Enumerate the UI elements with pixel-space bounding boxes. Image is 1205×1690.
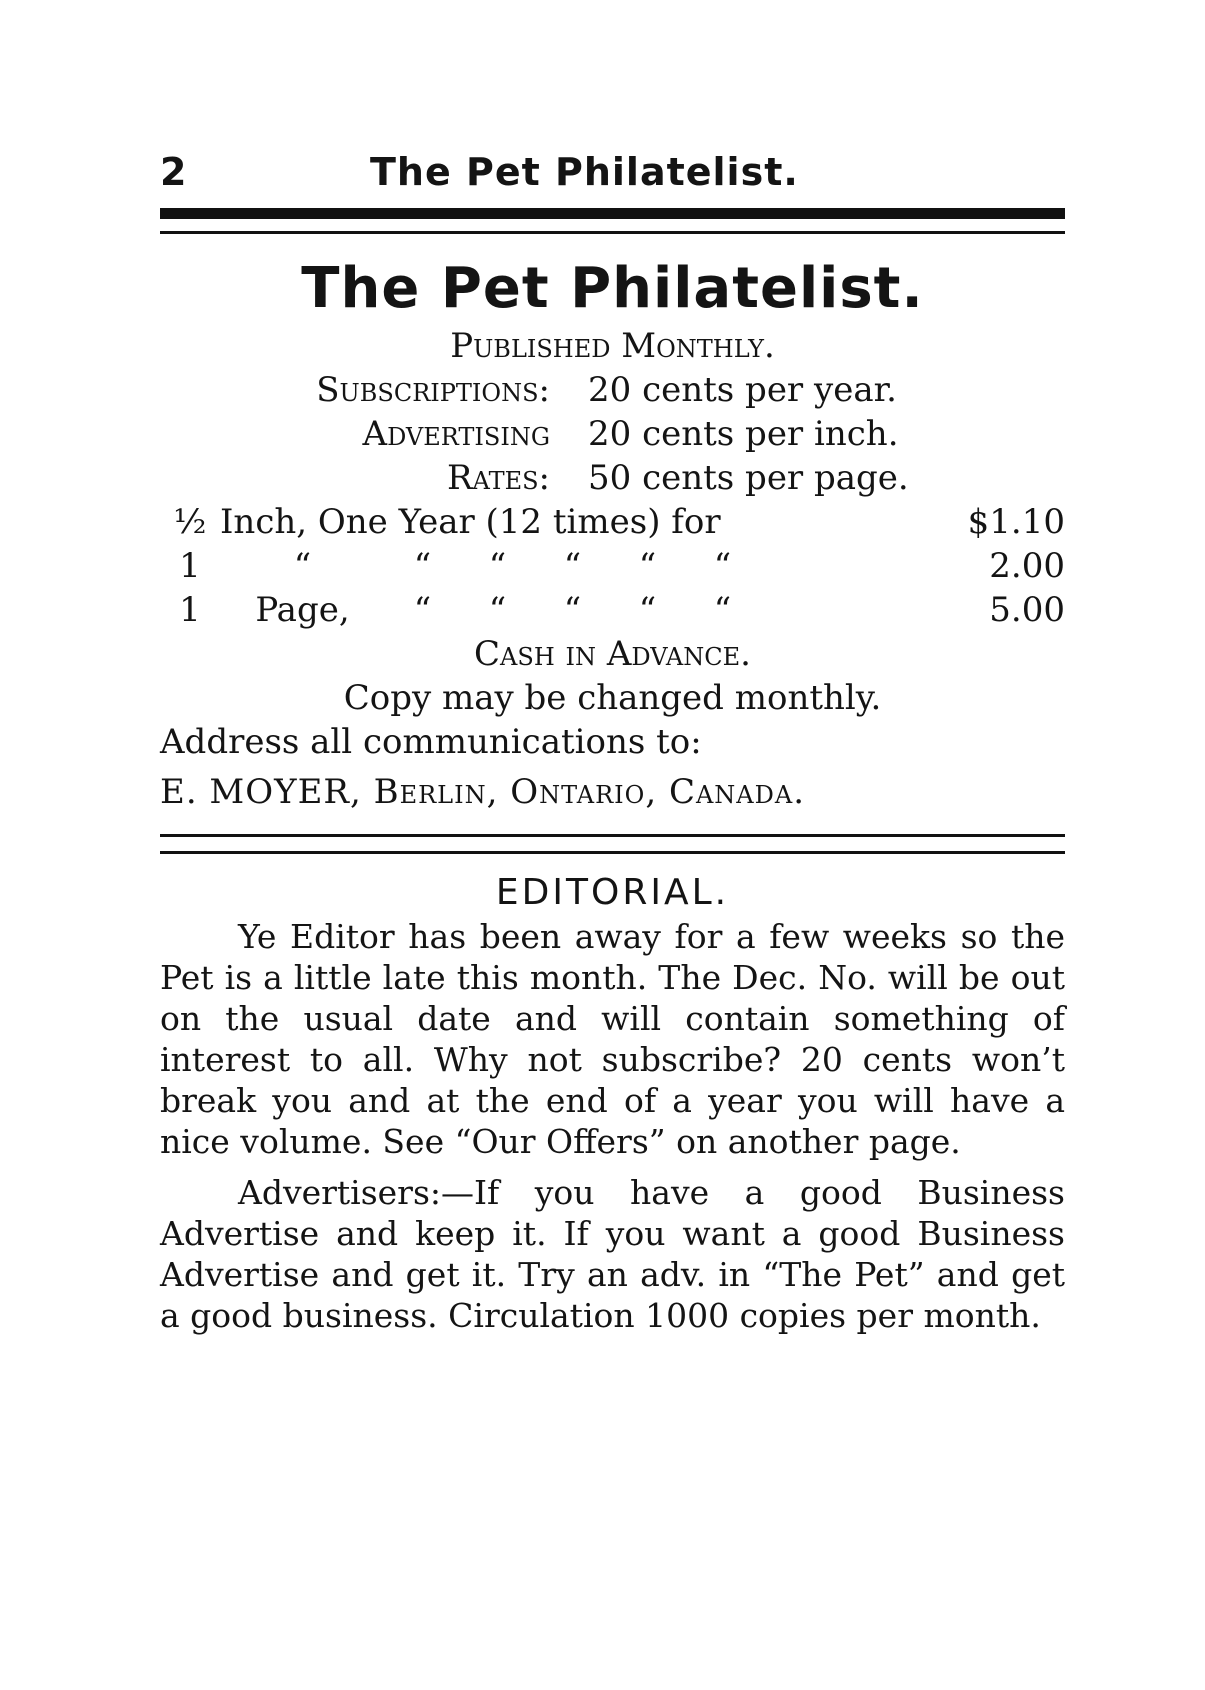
rate-row <box>160 588 1065 632</box>
rate-description: Page, <box>255 590 350 630</box>
header-thin-rule <box>160 231 1065 234</box>
page <box>160 150 1065 1336</box>
publisher-address: E. MOYER, Berlin, Ontario, Canada. <box>160 772 806 812</box>
rate-quantity: 1 <box>179 590 201 630</box>
subscriptions-value: 20 cents per year. <box>588 370 897 410</box>
header-thick-rule <box>160 208 1065 219</box>
ditto-mark: “ <box>638 590 657 630</box>
editorial-paragraph: Advertisers:—If you have a good Business Advertise and keep it. If you want a good Business Advertise and get it. Try an adv. in “The Pet” and get a good business. Circulation 1000 copies per month. <box>160 1173 1065 1335</box>
ditto-mark: “ <box>713 590 732 630</box>
rate-table <box>160 500 1065 632</box>
advertising-value-inch: 20 cents per inch. <box>588 414 899 454</box>
advertising-row-1 <box>160 412 1065 456</box>
address-intro: Address all communications to: <box>160 722 702 762</box>
editorial-paragraph: Ye Editor has been away for a few weeks so the Pet is a little late this month. The Dec. No. will be out on the usual date and will contain something of interest to all. Why not subscribe? 20 cents won’t break you and at the end of a year you will have a nice volume. See “Our Offers” on another page. <box>160 917 1065 1161</box>
copy-terms: Copy may be changed monthly. <box>343 678 882 718</box>
rate-quantity: 1 <box>179 546 201 586</box>
divider-line <box>160 834 1065 837</box>
rate-quantity: ½ <box>173 502 207 542</box>
ditto-mark: “ <box>488 546 507 586</box>
subscriptions-label: Subscriptions: <box>316 370 550 410</box>
page-number: 2 <box>160 150 188 194</box>
advertising-row-2 <box>160 456 1065 500</box>
advertising-value-page: 50 cents per page. <box>588 458 909 498</box>
rate-description: Inch, One Year (12 times) for <box>220 502 721 542</box>
running-title: The Pet Philatelist. <box>370 150 799 194</box>
ditto-mark: “ <box>413 590 432 630</box>
editorial-heading: EDITORIAL. <box>495 872 730 913</box>
ditto-mark: “ <box>713 546 732 586</box>
masthead-title: The Pet Philatelist. <box>301 256 924 321</box>
cash-terms: Cash in Advance. <box>474 634 751 674</box>
ditto-mark: “ <box>488 590 507 630</box>
ditto-mark: “ <box>638 546 657 586</box>
divider-line <box>160 851 1065 854</box>
advertising-label: Advertising <box>362 414 550 454</box>
rates-label: Rates: <box>446 458 550 498</box>
rate-row <box>160 544 1065 588</box>
ditto-mark: “ <box>563 590 582 630</box>
rate-amount: 2.00 <box>989 546 1065 586</box>
rate-row <box>160 500 1065 544</box>
rate-amount: 5.00 <box>989 590 1065 630</box>
publication-frequency: Published Monthly. <box>450 326 775 366</box>
rate-description: “ <box>293 546 312 586</box>
rate-amount: $1.10 <box>967 502 1065 542</box>
ditto-mark: “ <box>563 546 582 586</box>
running-head <box>160 150 1065 200</box>
section-divider <box>160 834 1065 854</box>
ditto-mark: “ <box>413 546 432 586</box>
subscriptions-row <box>160 368 1065 412</box>
